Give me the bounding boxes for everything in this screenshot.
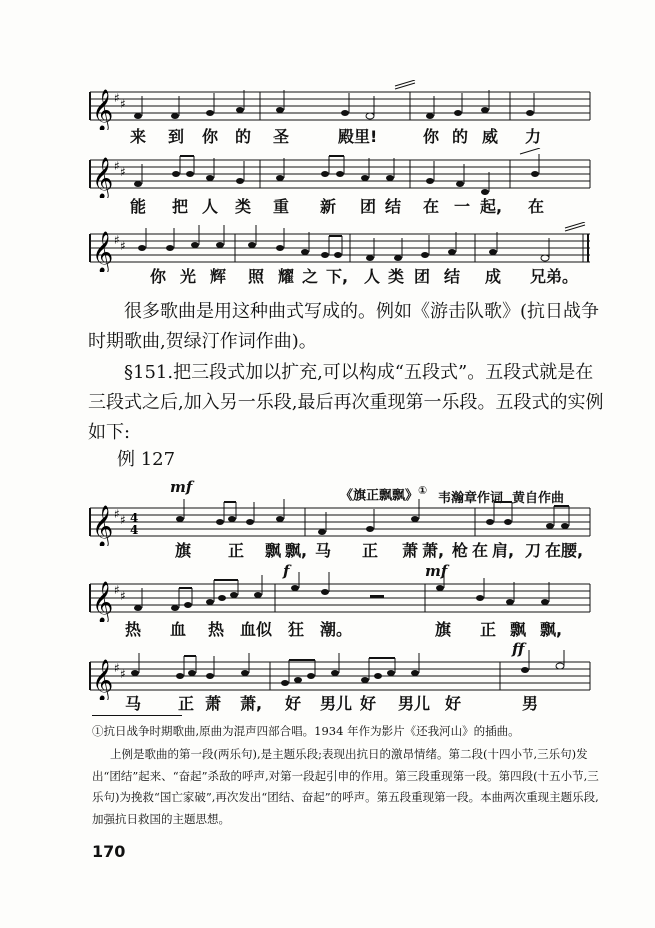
svg-text:♯: ♯ <box>120 589 126 603</box>
lyric: 能 <box>130 197 147 216</box>
dynamic-marking: mf <box>425 562 448 580</box>
lyric: 狂 <box>288 620 305 639</box>
lyric: 力 <box>525 127 542 146</box>
svg-text:♯: ♯ <box>120 513 126 527</box>
svg-text:♯: ♯ <box>120 239 126 253</box>
lyric: 起, <box>480 197 503 216</box>
lyric: 旗 <box>435 620 452 639</box>
lyrics-line-1 <box>80 124 600 144</box>
svg-text:4: 4 <box>130 511 139 525</box>
lyrics-line-4 <box>80 538 600 558</box>
lyric: 萧 <box>402 541 419 560</box>
lyric: 结 <box>444 267 461 286</box>
lyric: 飘 <box>265 541 282 560</box>
lyric: 你 <box>150 267 167 286</box>
lyric: 的 <box>235 127 252 146</box>
svg-text:♯: ♯ <box>120 667 126 681</box>
svg-text:𝄞: 𝄞 <box>92 158 114 198</box>
lyric: 把 <box>172 197 189 216</box>
dynamic-marking: mf <box>170 478 193 496</box>
svg-text:𝄞: 𝄞 <box>92 232 114 272</box>
body-paragraph: 很多歌曲是用这种曲式写成的。例如《游击队歌》(抗日战争时期歌曲,贺绿汀作词作曲)。 <box>88 301 600 352</box>
lyric: 人 <box>202 197 219 216</box>
body-paragraph: §151.把三段式加以扩充,可以构成“五段式”。五段式就是在三段式之后,加入另一乐段,最后再次重现第一乐段。五段式的实例如下: <box>88 362 604 443</box>
lyric: 飘 <box>510 620 527 639</box>
svg-text:♯: ♯ <box>114 159 120 173</box>
svg-text:𝄞: 𝄞 <box>92 90 114 130</box>
lyrics-line-2 <box>80 194 600 214</box>
lyric: 肩, <box>492 541 515 560</box>
svg-text:♯: ♯ <box>114 661 120 675</box>
svg-text:♯: ♯ <box>114 507 120 521</box>
lyric: 飘, <box>540 620 563 639</box>
lyric: 在 <box>423 197 440 216</box>
svg-text:♯: ♯ <box>120 165 126 179</box>
lyric: 成 <box>485 267 502 286</box>
lyric: 威 <box>482 127 499 146</box>
lyric: 兄弟。 <box>530 267 579 286</box>
lyric: 血似 <box>240 620 273 639</box>
staff-1-line-1 <box>80 80 600 130</box>
lyrics-line-6 <box>80 691 600 711</box>
dynamic-marking: f <box>283 562 290 580</box>
svg-text:𝄞: 𝄞 <box>92 582 114 622</box>
svg-text:♯: ♯ <box>120 97 126 111</box>
lyric: 枪 <box>452 541 469 560</box>
lyric: 一 <box>454 197 471 216</box>
lyric: 下, <box>326 267 349 286</box>
song-title: 《旗正飘飘》 <box>340 488 419 504</box>
footnote-marker: ① <box>418 484 428 497</box>
lyric: 男儿 <box>320 694 353 713</box>
lyrics-line-5 <box>80 617 600 637</box>
staff-1-line-2 <box>80 148 600 198</box>
score-credits: 韦瀚章作词 黄自作曲 <box>438 491 565 506</box>
lyric: 在 <box>472 541 489 560</box>
lyric: 你 <box>202 127 219 146</box>
lyric: 结 <box>385 197 402 216</box>
lyric: 正 <box>228 541 245 560</box>
lyric: 在腰, <box>545 541 584 560</box>
lyric: 正 <box>480 620 497 639</box>
lyric: 好 <box>285 694 302 713</box>
lyric: 热 <box>125 620 142 639</box>
lyric: 好 <box>360 694 377 713</box>
lyric: 萧 <box>205 694 222 713</box>
lyric: 马 <box>125 694 142 713</box>
lyric: 正 <box>362 541 379 560</box>
lyric: 马 <box>315 541 332 560</box>
example-label: 例 127 <box>117 449 176 470</box>
lyric: 辉 <box>210 267 227 286</box>
lyric: 好 <box>445 694 462 713</box>
lyrics-line-3 <box>80 264 600 284</box>
lyric: 类 <box>235 197 252 216</box>
footnote-rule <box>92 715 182 716</box>
lyric: 人 <box>364 267 381 286</box>
music-staff <box>80 148 600 198</box>
lyric: 圣 <box>273 127 290 146</box>
lyric: 来 <box>130 127 147 146</box>
lyric: 血 <box>170 620 187 639</box>
lyric: 刀 <box>525 541 542 560</box>
lyric: 的 <box>452 127 469 146</box>
svg-text:𝄞: 𝄞 <box>92 506 114 546</box>
lyric: 男儿 <box>398 694 431 713</box>
lyric: 萧, <box>240 694 263 713</box>
lyric: 类 <box>388 267 405 286</box>
svg-text:4: 4 <box>130 523 139 537</box>
dynamic-marking: ff <box>512 640 525 658</box>
lyric: 重 <box>273 197 290 216</box>
lyric: 耀 <box>278 267 295 286</box>
footnote-1: ①抗日战争时期歌曲,原曲为混声四部合唱。1934 年作为影片《还我河山》的插曲。 <box>92 724 520 738</box>
lyric: 殿里! <box>338 127 378 146</box>
music-staff <box>80 80 600 130</box>
lyric: 潮。 <box>320 620 353 639</box>
lyric: 到 <box>168 127 185 146</box>
music-staff <box>80 572 600 622</box>
lyric: 之 <box>302 267 319 286</box>
lyric: 萧, <box>422 541 445 560</box>
lyric: 正 <box>178 694 195 713</box>
svg-text:♯: ♯ <box>114 233 120 247</box>
svg-text:𝄞: 𝄞 <box>92 660 114 700</box>
svg-text:♯: ♯ <box>114 91 120 105</box>
lyric: 新 <box>320 197 337 216</box>
lyric: 光 <box>180 267 197 286</box>
lyric: 团 <box>360 197 377 216</box>
lyric: 在 <box>528 197 545 216</box>
lyric: 飘, <box>285 541 308 560</box>
lyric: 照 <box>248 267 265 286</box>
footnote-2: 上例是歌曲的第一段(两乐句),是主题乐段;表现出抗日的激昂情绪。第二段(十四小节,三乐句)发出“团结”起来、“奋起”杀敌的呼声,对第一段起引申的作用。第三段重现第一段。第四段(十五小节,三乐句)为挽救“国亡家破”,再次发出“团结、奋起”的呼声。第五段重现第一段。本曲两次重现主题乐段,加强抗日救国的主题思想。 <box>92 747 599 826</box>
svg-text:♯: ♯ <box>114 583 120 597</box>
lyric: 热 <box>208 620 225 639</box>
lyric: 你 <box>423 127 440 146</box>
lyric: 旗 <box>175 541 192 560</box>
staff-2-line-2 <box>80 572 600 622</box>
lyric: 男 <box>522 694 539 713</box>
page-number: 170 <box>92 842 126 861</box>
lyric: 团 <box>414 267 431 286</box>
